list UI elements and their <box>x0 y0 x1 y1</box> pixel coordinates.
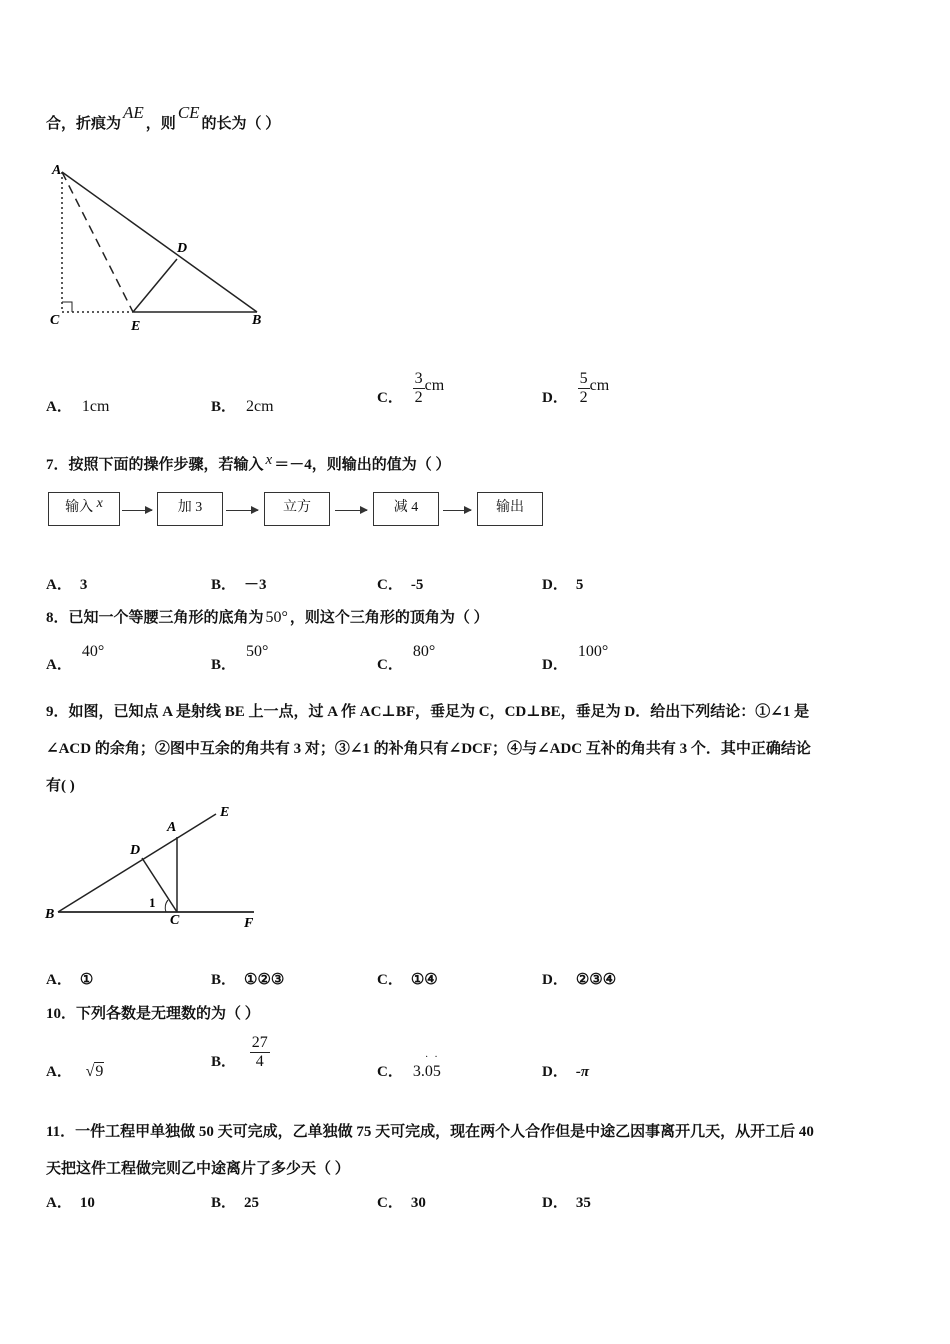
q7-option-b[interactable]: B． －3 <box>211 577 267 593</box>
q7-option-c[interactable]: C． -5 <box>377 577 424 593</box>
q9-label-f: F <box>244 916 254 931</box>
q8-option-a[interactable]: A．40° <box>46 643 105 673</box>
q9-option-b[interactable]: B． ①②③ <box>211 972 285 988</box>
q6-segment-ed <box>133 259 177 312</box>
q11-option-c[interactable]: C． 30 <box>377 1195 426 1211</box>
q7-option-d[interactable]: D． 5 <box>542 577 584 593</box>
flow-box-output: 输出 <box>477 492 543 526</box>
q10-option-a[interactable]: A． √9 <box>46 1063 104 1080</box>
q6-option-a[interactable]: A． 1cm <box>46 398 110 415</box>
q10-repeating-decimal: 3.05 <box>412 1063 441 1080</box>
q9-angle-1-arc <box>165 900 168 912</box>
q9-label-a: A <box>167 820 177 835</box>
q10-repeat-dots: ·· <box>425 1052 444 1063</box>
flow-arrow-2 <box>226 510 258 511</box>
q9-figure <box>40 800 270 935</box>
q6-label-c: C <box>50 313 60 328</box>
q9-label-b: B <box>45 907 55 922</box>
q10-option-b[interactable]: B． $\frac{27}{4}$ <box>211 1034 268 1071</box>
q8-option-c[interactable]: C．80° <box>377 643 436 673</box>
flow-box-sub4: 减 4 <box>373 492 439 526</box>
q7-option-a[interactable]: A． 3 <box>46 577 88 593</box>
q11-option-b[interactable]: B． 25 <box>211 1195 260 1211</box>
q9-ray-be <box>58 814 216 912</box>
q9-option-c[interactable]: C． ①④ <box>377 972 438 988</box>
q6-figure <box>40 158 280 338</box>
q6-right-angle-mark <box>62 302 72 312</box>
q9-stem-line3: 有( ) <box>46 778 75 794</box>
q8-option-d[interactable]: D．100° <box>542 643 609 673</box>
q10-option-d[interactable]: D． -π <box>542 1064 590 1080</box>
q7-var-x: x <box>265 452 273 468</box>
q10-option-c[interactable]: C． 3.05 ·· <box>377 1052 444 1080</box>
q11-option-a[interactable]: A． 10 <box>46 1195 95 1211</box>
q6-var-ae: AE <box>123 103 144 122</box>
q6-segment-ab <box>62 172 257 312</box>
flow-arrow-3 <box>335 510 367 511</box>
q6-segment-ae <box>62 172 133 312</box>
flow-box-input: 输入 x <box>48 492 120 526</box>
flow-box-add3: 加 3 <box>157 492 223 526</box>
q9-stem-line2: ∠ACD 的余角；②图中互余的角共有 3 对；③∠1 的补角只有∠DCF；④与∠ADC 互补的角共有 3 个．其中正确结论 <box>46 741 811 757</box>
q6-label-a: A <box>52 163 62 178</box>
q7-stem: 7．按照下面的操作步骤，若输入 x ＝－4，则输出的值为（ ） <box>46 452 451 473</box>
q6-label-d: D <box>177 241 188 256</box>
q6-label-e: E <box>131 319 141 334</box>
q8-option-b[interactable]: B．50° <box>211 643 269 673</box>
q6-label-b: B <box>252 313 262 328</box>
q8-stem: 8．已知一个等腰三角形的底角为 50° ，则这个三角形的顶角为（ ） <box>46 609 489 626</box>
q10-stem: 10．下列各数是无理数的为（ ） <box>46 1006 260 1022</box>
flow-arrow-1 <box>122 510 152 511</box>
q6-option-c[interactable]: C． $\frac{3}{2}$ cm <box>377 370 445 407</box>
q6-stem: 合，折痕为AE，则CE的长为（ ） <box>46 103 281 132</box>
q11-stem-line2: 天把这件工程做完则乙中途离片了多少天（ ） <box>46 1161 350 1177</box>
flow-arrow-4 <box>443 510 471 511</box>
q6-option-b[interactable]: B． 2cm <box>211 398 274 415</box>
q9-option-a[interactable]: A． ① <box>46 972 94 988</box>
q9-label-e: E <box>220 805 230 820</box>
q9-option-d[interactable]: D． ②③④ <box>542 972 617 988</box>
q8-degree: 50° <box>265 609 288 626</box>
q11-stem-line1: 11．一件工程甲单独做 50 天可完成，乙单独做 75 天可完成，现在两个人合作但是中途乙因事离开几天，从开工后 40 <box>46 1124 814 1140</box>
q11-option-d[interactable]: D． 35 <box>542 1195 591 1211</box>
q10-sqrt-radicand: 9 <box>95 1063 104 1080</box>
q6-option-d[interactable]: D． $\frac{5}{2}$ cm <box>542 370 610 407</box>
q9-segment-cd <box>142 858 177 912</box>
q9-label-c: C <box>170 913 180 928</box>
q9-label-1: 1 <box>149 895 156 910</box>
flow-box-cube: 立方 <box>264 492 330 526</box>
q6-var-ce: CE <box>177 103 200 122</box>
q9-stem-line1: 9．如图，已知点 A 是射线 BE 上一点，过 A 作 AC⊥BF，垂足为 C，CD⊥BE，垂足为 D．给出下列结论：①∠1 是 <box>46 704 810 720</box>
q9-label-d: D <box>130 843 141 858</box>
